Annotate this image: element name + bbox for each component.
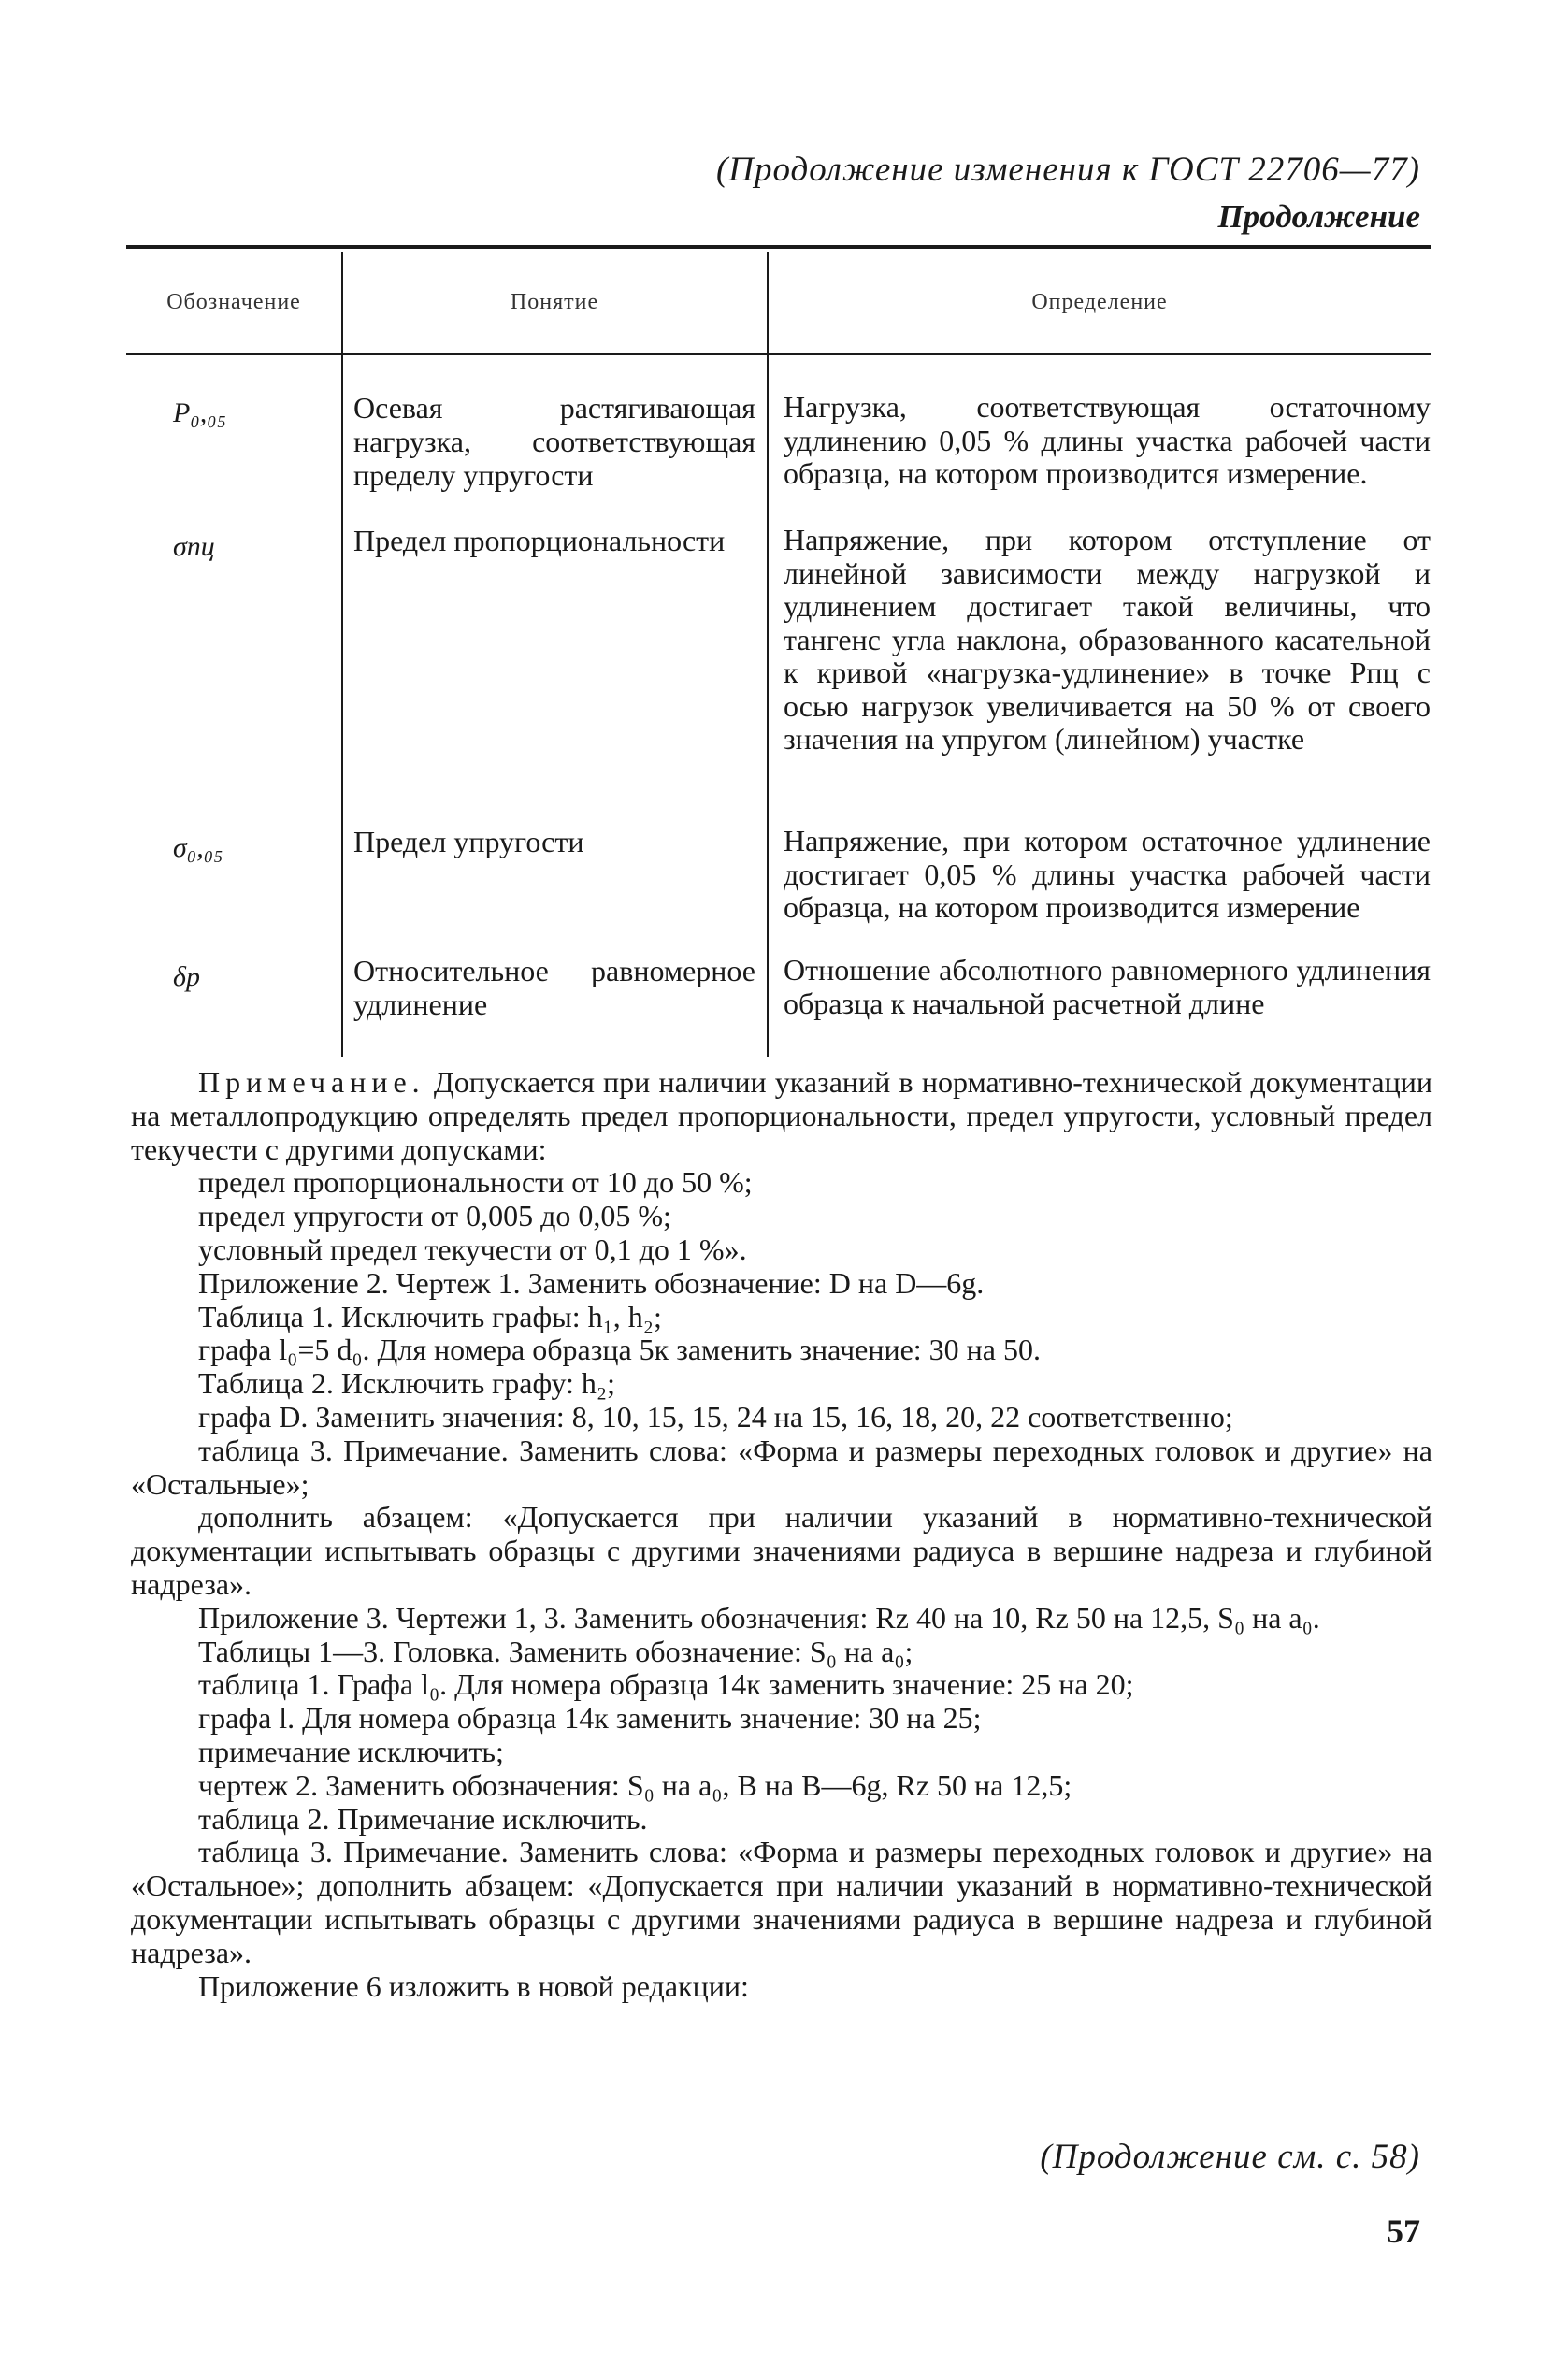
body-line: Приложение 6 изложить в новой редакции: bbox=[198, 1968, 749, 2003]
table-row-symbol: P₀,₀₅ bbox=[173, 397, 227, 428]
table-row-symbol: σ₀,₀₅ bbox=[173, 832, 223, 863]
table-row-definition: Напряжение, при котором остаточное удлинение достигает 0,05 % длины участка рабочей части образца, на котором производится измерение bbox=[784, 824, 1431, 924]
table-row-definition: Нагрузка, соответствующая остаточному удлинению 0,05 % длины участка рабочей части образца, на котором производится измерение. bbox=[784, 390, 1431, 490]
table-row-concept: Осевая растягивающая нагрузка, соответствующая пределу упругости bbox=[353, 391, 755, 492]
body-line: графа l. Для номера образца 14к заменить значение: 30 на 25; bbox=[198, 1701, 982, 1736]
column-header-symbol: Обозначение bbox=[166, 290, 301, 314]
table-divider-2 bbox=[767, 252, 769, 1057]
body-line: таблица 3. Примечание. Заменить слова: «Форма и размеры переходных головок и другие» на «Остальное»; дополнить абзацем: «Допускается при наличии указаний в нормативно-технической документации испытывать образцы с другими значениями радиуса в вершине надреза и глубиной надреза». bbox=[131, 1835, 1432, 1969]
body-line: предел упругости от 0,005 до 0,05 %; bbox=[198, 1199, 671, 1233]
table-row-symbol: δp bbox=[173, 961, 200, 992]
continuation-header: (Продолжение изменения к ГОСТ 22706—77) bbox=[715, 151, 1420, 189]
body-line: таблица 3. Примечание. Заменить слова: «Форма и размеры переходных головок и другие» на «Остальные»; bbox=[131, 1433, 1432, 1501]
table-row-symbol: σпц bbox=[173, 531, 215, 562]
body-line: Таблица 2. Исключить графу: h₂; bbox=[198, 1366, 615, 1401]
table-row-concept: Относительное равномерное удлинение bbox=[353, 954, 755, 1021]
continued-on-footer: (Продолжение см. с. 58) bbox=[1040, 2138, 1420, 2176]
note-paragraph bbox=[131, 1066, 1432, 1166]
table-top-rule bbox=[126, 245, 1431, 249]
note-label: Примечание. bbox=[198, 1065, 425, 1099]
body-line: таблица 2. Примечание исключить. bbox=[198, 1801, 648, 1836]
table-row-concept: Предел упругости bbox=[353, 825, 584, 858]
body-line: условный предел текучести от 0,1 до 1 %». bbox=[198, 1232, 747, 1266]
column-header-concept: Понятие bbox=[510, 290, 599, 314]
table-row-definition: Напряжение, при котором отступление от линейной зависимости между нагрузкой и удлинением достигает такой величины, что тангенс угла наклона, образованного касательной к кривой «нагрузка-удлинение» в точке Pпц с осью нагрузок увеличивается на 50 % от своего значения на упругом (линейном) участке bbox=[784, 523, 1431, 756]
table-row-definition: Отношение абсолютного равномерного удлинения образца к начальной расчетной длине bbox=[784, 953, 1431, 1020]
body-line: Таблицы 1—3. Головка. Заменить обозначение: S₀ на a₀; bbox=[198, 1634, 913, 1668]
body-line: таблица 1. Графа l₀. Для номера образца 14к заменить значение: 25 на 20; bbox=[198, 1667, 1134, 1702]
body-line: графа D. Заменить значения: 8, 10, 15, 15, 24 на 15, 16, 18, 20, 22 соответственно; bbox=[198, 1399, 1233, 1434]
body-line: предел пропорциональности от 10 до 50 %; bbox=[198, 1165, 753, 1200]
table-continued-label: Продолжение bbox=[1217, 198, 1420, 235]
body-line: чертеж 2. Заменить обозначения: S₀ на a₀, B на B—6g, Rz 50 на 12,5; bbox=[198, 1767, 1072, 1802]
note-text: Допускается при наличии указаний в нормативно-технической документации на металлопродукцию определять предел пропорциональности, предел упругости, условный предел текучести с другими допусками: bbox=[131, 1065, 1432, 1166]
body-line: Приложение 3. Чертежи 1, 3. Заменить обозначения: Rz 40 на 10, Rz 50 на 12,5, S₀ на a₀. bbox=[198, 1600, 1320, 1635]
body-line: Таблица 1. Исключить графы: h₁, h₂; bbox=[198, 1299, 662, 1333]
table-header-rule bbox=[126, 353, 1431, 355]
body-line: Приложение 2. Чертеж 1. Заменить обозначение: D на D—6g. bbox=[198, 1265, 985, 1300]
table-row-concept: Предел пропорциональности bbox=[353, 524, 726, 557]
body-line: дополнить абзацем: «Допускается при наличии указаний в нормативно-технической документации испытывать образцы с другими значениями радиуса в вершине надреза и глубиной надреза». bbox=[131, 1500, 1432, 1601]
body-line: примечание исключить; bbox=[198, 1734, 504, 1768]
column-header-definition: Определение bbox=[1031, 290, 1168, 314]
page-number: 57 bbox=[1387, 2213, 1420, 2250]
body-text bbox=[131, 1066, 1432, 2003]
table-divider-1 bbox=[341, 252, 343, 1057]
body-line: графа l₀=5 d₀. Для номера образца 5к заменить значение: 30 на 50. bbox=[198, 1333, 1041, 1367]
